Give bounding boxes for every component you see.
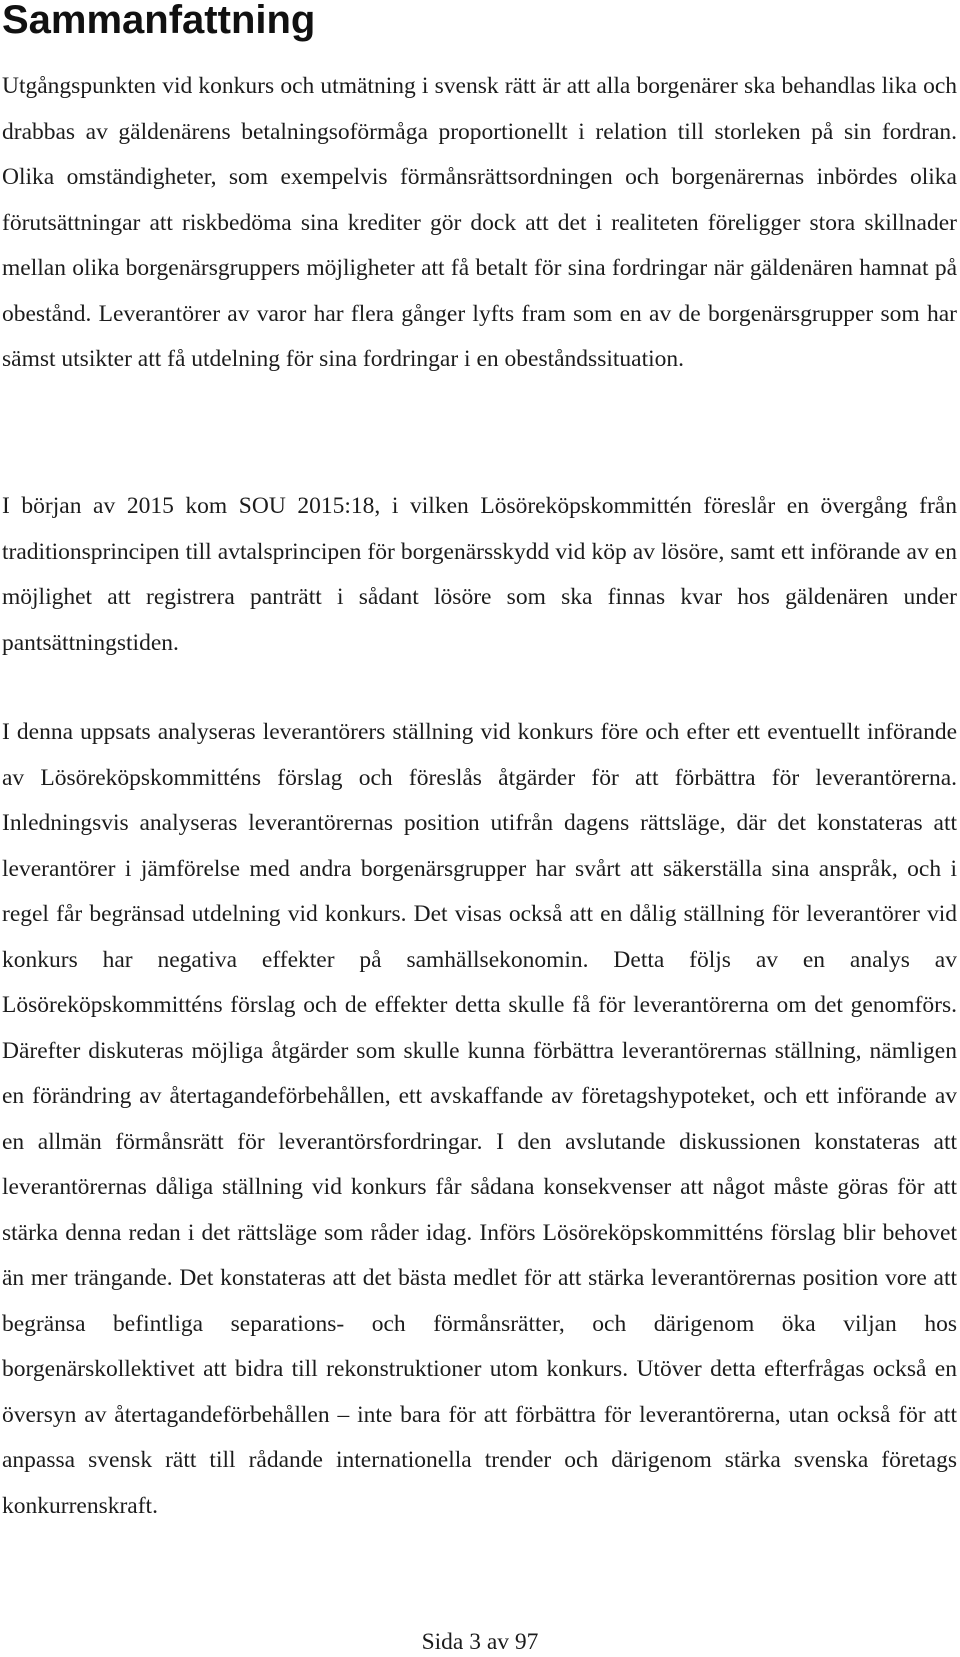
paragraph-2: I början av 2015 kom SOU 2015:18, i vilken Lösöreköpskommittén föreslår en övergång från traditionsprincipen till avtalsprincipen för borgenärsskydd vid köp av lösöre, samt ett införande av en möjlighet att registrera panträtt i sådant lösöre som ska finnas kvar hos gäldenären under pantsättningstiden. — [2, 493, 957, 656]
page-title: Sammanfattning — [2, 0, 316, 42]
page-number-footer: Sida 3 av 97 — [421, 1629, 539, 1655]
paragraph-1: Utgångspunkten vid konkurs och utmätning i svensk rätt är att alla borgenärer ska behandlas lika och drabbas av gäldenärens betalningsoförmåga proportionellt i relation till storleken på sin fordran. Olika omständigheter, som exempelvis förmånsrättsordningen och borgenärernas inbördes olika förutsättningar att riskbedöma sina krediter gör dock att det i realiteten föreligger stora skillnader mellan olika borgenärsgruppers möjligheter att få betalt för sina fordringar när gäldenären hamnat på obestånd. Leverantörer av varor har flera gånger lyfts fram som en av de borgenärsgrupper som har sämst utsikter att få utdelning för sina fordringar i en obeståndssituation. — [2, 73, 957, 372]
paragraph-3: I denna uppsats analyseras leverantörers ställning vid konkurs före och efter ett eventuellt införande av Lösöreköpskommitténs förslag och föreslås åtgärder för att förbättra för leverantörerna. Inledningsvis analyseras leverantörernas position utifrån dagens rättsläge, där det konstateras att leverantörer i jämförelse med andra borgenärsgrupper har svårt att säkerställa sina anspråk, och i regel får begränsad utdelning vid konkurs. Det visas också att en dålig ställning för leverantörer vid konkurs har negativa effekter på samhällsekonomin. Detta följs av en analys av Lösöreköpskommitténs förslag och de effekter detta skulle få för leverantörerna om det genomförs. Därefter diskuteras möjliga åtgärder som skulle kunna förbättra leverantörernas ställning, nämligen en förändring av återtagandeförbehållen, ett avskaffande av företagshypoteket, och ett införande av en allmän förmånsrätt för leverantörsfordringar. I den avslutande diskussionen konstateras att leverantörernas dåliga ställning vid konkurs får sådana konsekvenser att något måste göras för att stärka denna redan i det rättsläge som råder idag. Införs Lösöreköpskommitténs förslag blir behovet än mer trängande. Det konstateras att det bästa medlet för att stärka leverantörernas position vore att begränsa befintliga separations- och förmånsrätter, och därigenom öka viljan hos borgenärskollektivet att bidra till rekonstruktioner utom konkurs. Utöver detta efterfrågas också en översyn av återtagandeförbehållen – inte bara för att förbättra för leverantörerna, utan också för att anpassa svensk rätt till rådande internationella trender och därigenom stärka svenska företags konkurrenskraft. — [2, 719, 957, 1519]
